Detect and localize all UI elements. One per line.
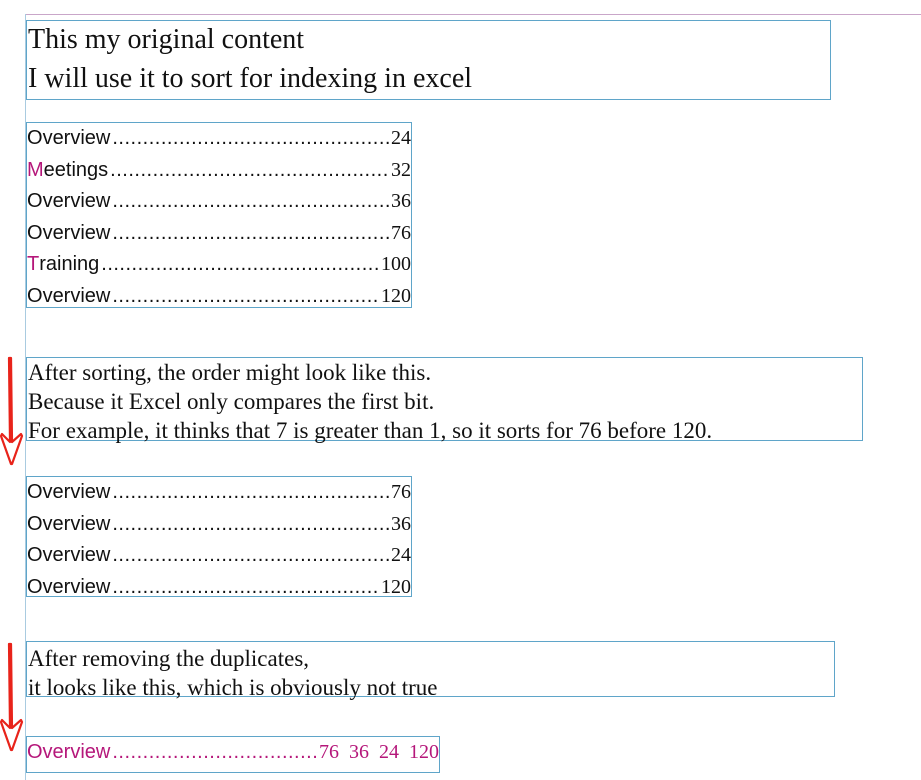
page-number: 120 (381, 284, 411, 307)
duplicates-note-frame[interactable] (26, 641, 835, 700)
dot-leaders (112, 218, 389, 250)
intro-line-2: I will use it to sort for indexing in excel (28, 63, 473, 94)
list-item (27, 737, 439, 769)
down-arrow-icon (0, 642, 26, 756)
dot-leaders (112, 186, 389, 218)
entry-label: verview (42, 284, 111, 307)
list-item (27, 155, 411, 187)
entry-label: Overview (27, 512, 111, 535)
top-guide-line (25, 14, 921, 15)
list-item (27, 281, 411, 313)
explanation-line-1: After sorting, the order might look like this. (28, 360, 432, 385)
sorted-list-frame[interactable] (26, 476, 412, 597)
duplicates-line-2: it looks like this, which is obviously not true (28, 675, 438, 700)
dot-leaders (112, 540, 389, 572)
dot-leaders (112, 572, 379, 604)
entry-initial: O (27, 284, 43, 307)
merged-entry-frame[interactable] (26, 736, 440, 773)
dot-leaders (112, 737, 317, 769)
page-number: 120 (381, 575, 411, 598)
page-numbers: 76 36 24 120 (319, 741, 439, 763)
dot-leaders (112, 509, 389, 541)
page-number: 36 (391, 190, 411, 213)
list-item (27, 572, 411, 604)
dot-leaders (112, 281, 379, 313)
original-list-frame[interactable] (26, 122, 412, 308)
entry-label: Overview (27, 544, 111, 567)
entry-initial: O (27, 221, 43, 244)
explanation-text-frame[interactable] (26, 357, 863, 441)
duplicates-line-1: After removing the duplicates, (28, 646, 310, 671)
list-item (27, 249, 411, 281)
entry-initial: O (27, 127, 43, 149)
entry-initial: O (27, 190, 43, 213)
list-item (27, 186, 411, 218)
page-number: 76 (391, 221, 411, 244)
entry-label: Overview (27, 481, 111, 503)
list-item (27, 123, 411, 155)
entry-initial: T (27, 253, 40, 276)
intro-line-1: This my original content (28, 24, 305, 55)
entry-initial: M (27, 158, 44, 181)
page-number: 36 (391, 512, 411, 535)
page-number: 100 (381, 253, 411, 276)
list-item (27, 218, 411, 250)
page-number: 24 (391, 544, 411, 567)
entry-label: eetings (43, 158, 109, 181)
dot-leaders (101, 249, 379, 281)
page-number: 32 (391, 158, 411, 181)
entry-label: verview (42, 190, 111, 213)
entry-label: Overview (27, 741, 111, 763)
explanation-line-3: For example, it thinks that 7 is greater than 1, so it sorts for 76 before 120. (28, 418, 713, 443)
entry-label: verview (42, 127, 111, 149)
dot-leaders (112, 123, 389, 155)
entry-label: Overview (27, 575, 111, 598)
down-arrow-icon (0, 356, 26, 470)
list-item (27, 509, 411, 541)
list-item (27, 540, 411, 572)
intro-text-frame[interactable] (26, 20, 831, 100)
page-number: 24 (391, 127, 411, 149)
page-number: 76 (391, 481, 411, 503)
list-item (27, 477, 411, 509)
dot-leaders (112, 477, 389, 509)
dot-leaders (110, 155, 389, 187)
entry-label: verview (42, 221, 111, 244)
explanation-line-2: Because it Excel only compares the first bit. (28, 389, 435, 414)
entry-label: raining (39, 253, 100, 276)
